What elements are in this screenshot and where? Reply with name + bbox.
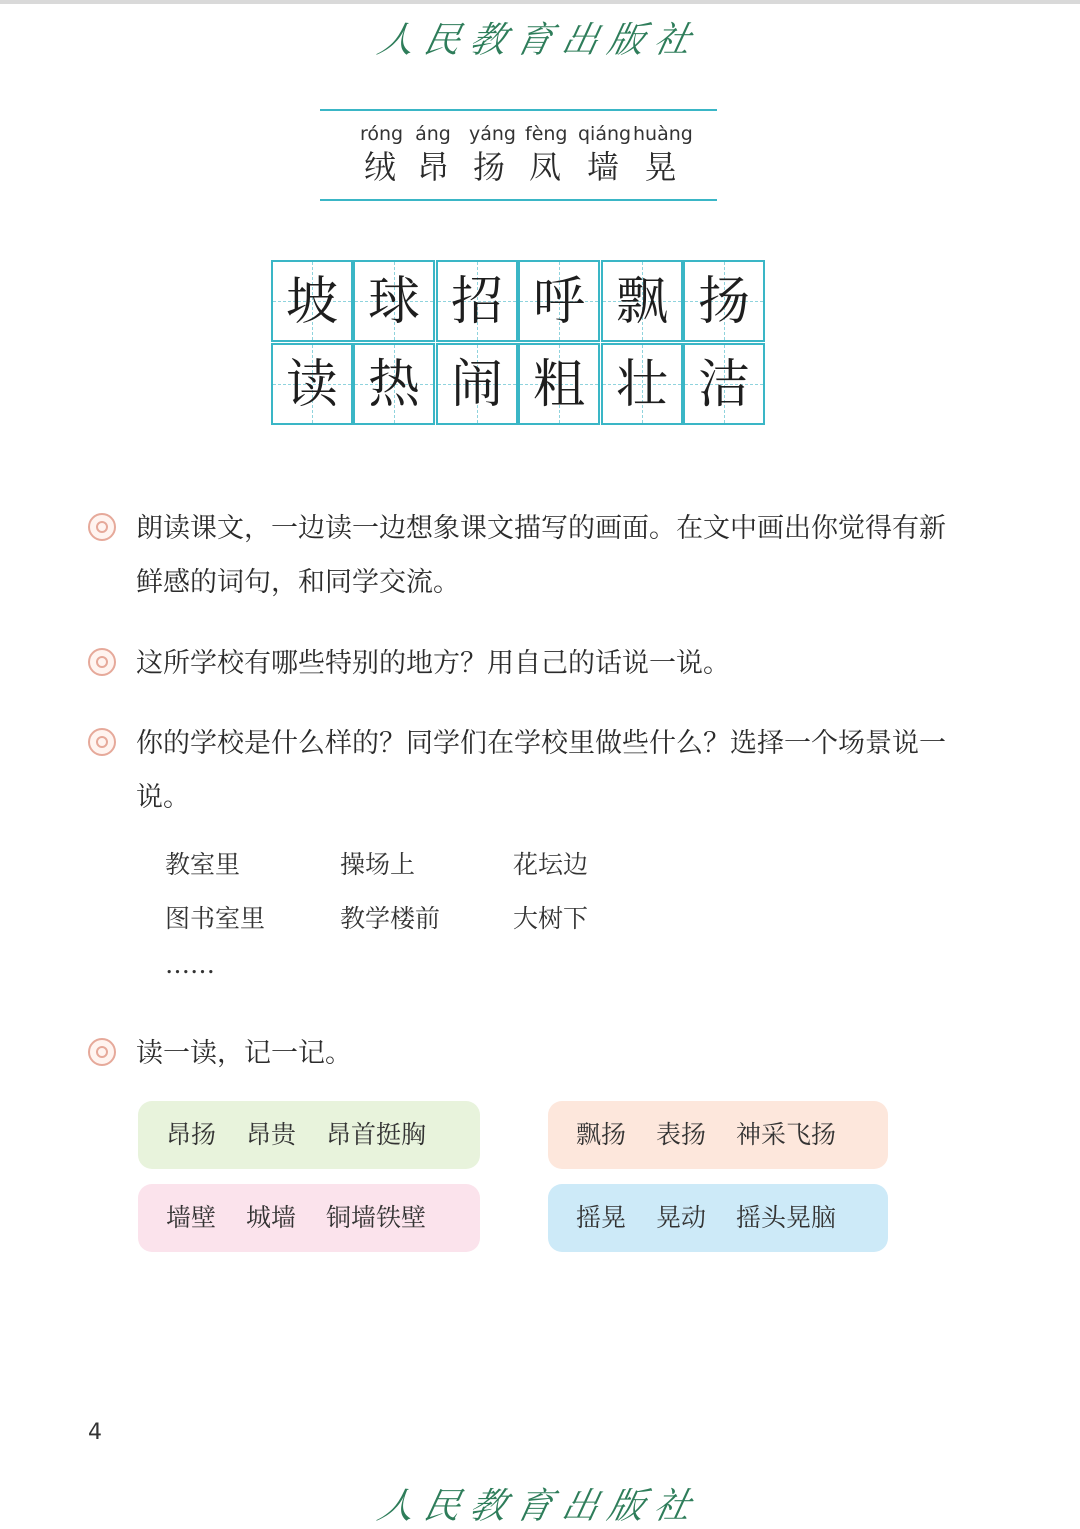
- grid-cell: 读: [271, 343, 353, 425]
- word-group-4: [548, 1184, 888, 1252]
- publisher-logo-bottom: 人民教育出版社: [373, 1486, 705, 1527]
- question-text: 朗读课文，一边读一边想象课文描写的画面。在文中画出你觉得有新鲜感的词句，和同学交流。: [136, 513, 946, 598]
- grid-cell: 扬: [683, 260, 765, 342]
- word: 摇头晃脑: [736, 1203, 837, 1232]
- hanzi: 凤: [528, 148, 561, 186]
- spiral-bullet-icon: [88, 728, 116, 756]
- spiral-bullet-icon: [88, 648, 116, 676]
- scene-word: 教室里: [165, 850, 241, 879]
- grid-cell: 球: [353, 260, 435, 342]
- word: 神采飞扬: [736, 1120, 837, 1149]
- question-text: 你的学校是什么样的？同学们在学校里做些什么？选择一个场景说一说。: [136, 728, 946, 813]
- word-group-1: [138, 1101, 480, 1169]
- hanzi: 墙: [586, 148, 619, 186]
- pinyin: róng: [360, 123, 404, 145]
- hanzi: 扬: [472, 148, 505, 186]
- spiral-bullet-icon: [88, 1038, 116, 1066]
- grid-cell: 洁: [683, 343, 765, 425]
- scene-ellipsis: ……: [165, 950, 215, 979]
- hanzi: 绒: [363, 148, 396, 186]
- word: 昂贵: [246, 1120, 297, 1149]
- word: 昂扬: [166, 1120, 217, 1149]
- grid-cell: 招: [436, 260, 518, 342]
- grid-cell: 粗: [518, 343, 600, 425]
- vocab-item: [360, 121, 404, 187]
- grid-cell: 坡: [271, 260, 353, 342]
- vocab-item: [413, 121, 453, 187]
- word: 铜墙铁壁: [326, 1203, 427, 1232]
- grid-cell: 壮: [601, 343, 683, 425]
- word-group-2: [548, 1101, 888, 1169]
- hanzi: 晃: [644, 148, 677, 186]
- page-number: 4: [88, 1420, 102, 1445]
- scene-word: 教学楼前: [340, 904, 441, 933]
- word: 昂首挺胸: [326, 1120, 427, 1149]
- word: 城墙: [246, 1203, 297, 1232]
- grid-cell: 闹: [436, 343, 518, 425]
- pinyin: qiáng: [578, 123, 632, 145]
- pinyin: fèng: [525, 123, 568, 145]
- top-border: [0, 0, 1080, 4]
- character-writing-grid: [271, 260, 766, 426]
- spiral-bullet-icon: [88, 513, 116, 541]
- vocab-item: [469, 121, 516, 187]
- question-text: 这所学校有哪些特别的地方？用自己的话说一说。: [136, 648, 730, 679]
- scene-word: 大树下: [513, 904, 589, 933]
- grid-cell: 热: [353, 343, 435, 425]
- vocab-top-rule: [320, 109, 717, 111]
- word: 晃动: [656, 1203, 707, 1232]
- word: 墙壁: [166, 1203, 217, 1232]
- hanzi: 昂: [416, 148, 449, 186]
- vocab-bottom-rule: [320, 199, 717, 201]
- publisher-logo-top: 人民教育出版社: [373, 20, 705, 61]
- scene-word: 花坛边: [513, 850, 589, 879]
- pinyin: yáng: [469, 123, 516, 145]
- grid-cell: 呼: [518, 260, 600, 342]
- vocab-item: [633, 121, 693, 187]
- scene-word: 操场上: [340, 850, 416, 879]
- question-text: 读一读，记一记。: [136, 1038, 352, 1069]
- word-group-3: [138, 1184, 480, 1252]
- vocab-item: [578, 121, 632, 187]
- word: 飘扬: [576, 1120, 627, 1149]
- pinyin: huàng: [633, 123, 693, 145]
- scene-word: 图书室里: [165, 904, 266, 933]
- pinyin: áng: [415, 123, 451, 145]
- vocab-item: [525, 121, 568, 187]
- vocabulary-box: [320, 109, 717, 202]
- grid-cell: 飘: [601, 260, 683, 342]
- word: 表扬: [656, 1120, 707, 1149]
- word: 摇晃: [576, 1203, 627, 1232]
